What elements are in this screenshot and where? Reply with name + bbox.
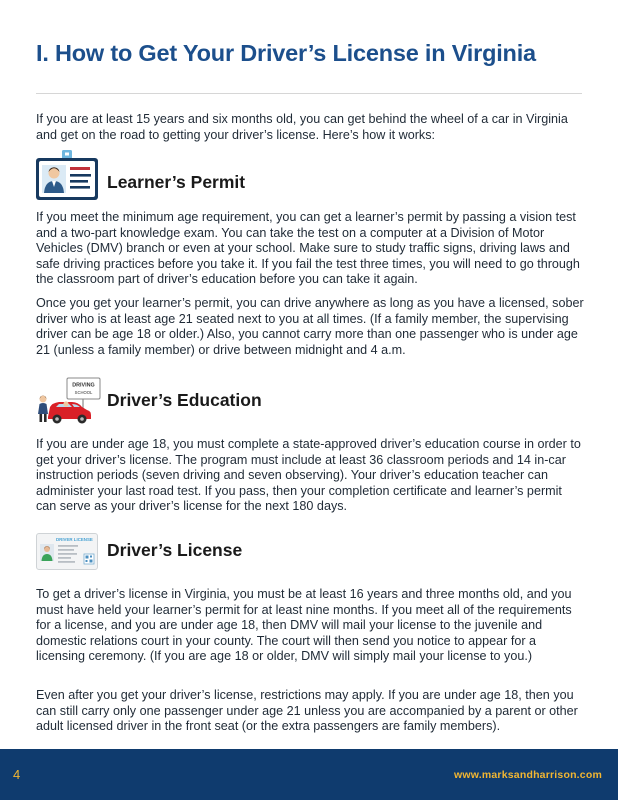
drivers-license-paragraph-2: Even after you get your driver’s license, restrictions may apply. If you are under age 18, then you can still carry only one passenger under age 21 unless you are accompanied by a parent or other adult licensed driver in the front seat (or the extra passengers are family members).: [36, 688, 578, 733]
section-heading-learners-permit: Learner’s Permit: [107, 172, 246, 192]
license-card-icon: [36, 533, 98, 570]
intro-paragraph: If you are at least 15 years and six months old, you can get behind the wheel of a car in Virginia and get on the road to getting your driver’s license. Here’s how it works:: [36, 112, 568, 142]
learners-permit-paragraph-2: Once you get your learner’s permit, you can drive anywhere as long as you have a licensed, sober driver who is at least age 21 seated next to you at all times. (If a family member, the supervising driver can be age 18 or older.) Also, you cannot carry more than one passenger who is under age 21 (unless a family member) or drive between midnight and 4 a.m.: [36, 296, 584, 357]
title-divider: [36, 93, 582, 94]
page-number: 4: [13, 767, 21, 782]
driving-school-icon: [35, 377, 103, 425]
section-heading-drivers-education: Driver’s Education: [107, 390, 262, 410]
drivers-license-paragraph-1: To get a driver’s license in Virginia, you must be at least 16 years and three months old, and you must have held your learner’s permit for at least nine months. If you meet all of the requirements for a license, and you are under age 18, then DMV will mail your license to the juvenile and domestic relations court in your county. The court will then send you notice to appear for a licensing ceremony. (If you are age 18 or older, DMV will simply mail your license to you.): [36, 587, 572, 663]
id-badge-icon: [36, 150, 98, 200]
learners-permit-paragraph-1: If you meet the minimum age requirement, you can get a learner’s permit by passing a vision test and a two-part knowledge exam. You can take the test on a computer at a Division of Motor Vehicles (DMV) branch or even at your school. Make sure to study traffic signs, driving laws and safe driving practices before you take it. If you fail the test three times, you will need to go through the classroom part of driver’s education before you can take it again.: [36, 210, 580, 286]
page-title: I. How to Get Your Driver’s License in Virginia: [36, 40, 536, 66]
section-heading-drivers-license: Driver’s License: [107, 540, 243, 560]
page-footer: [0, 749, 618, 800]
drivers-education-paragraph: If you are under age 18, you must complete a state-approved driver’s education course in order to get your driver’s license. The program must include at least 36 classroom periods and 14 in-car instruction periods (seven driving and seven observing). Your driver’s education teacher can administer your last road test. If you pass, then your completion certificate and learner’s permit can serve as your driver’s license for the next 180 days.: [36, 437, 581, 513]
card-label-text: DRIVER LICENSE: [56, 537, 93, 542]
sign-text-line-2: SCHOOL: [74, 390, 93, 395]
website-link[interactable]: www.marksandharrison.com: [454, 769, 602, 781]
sign-text-line-1: DRIVING: [72, 382, 95, 389]
